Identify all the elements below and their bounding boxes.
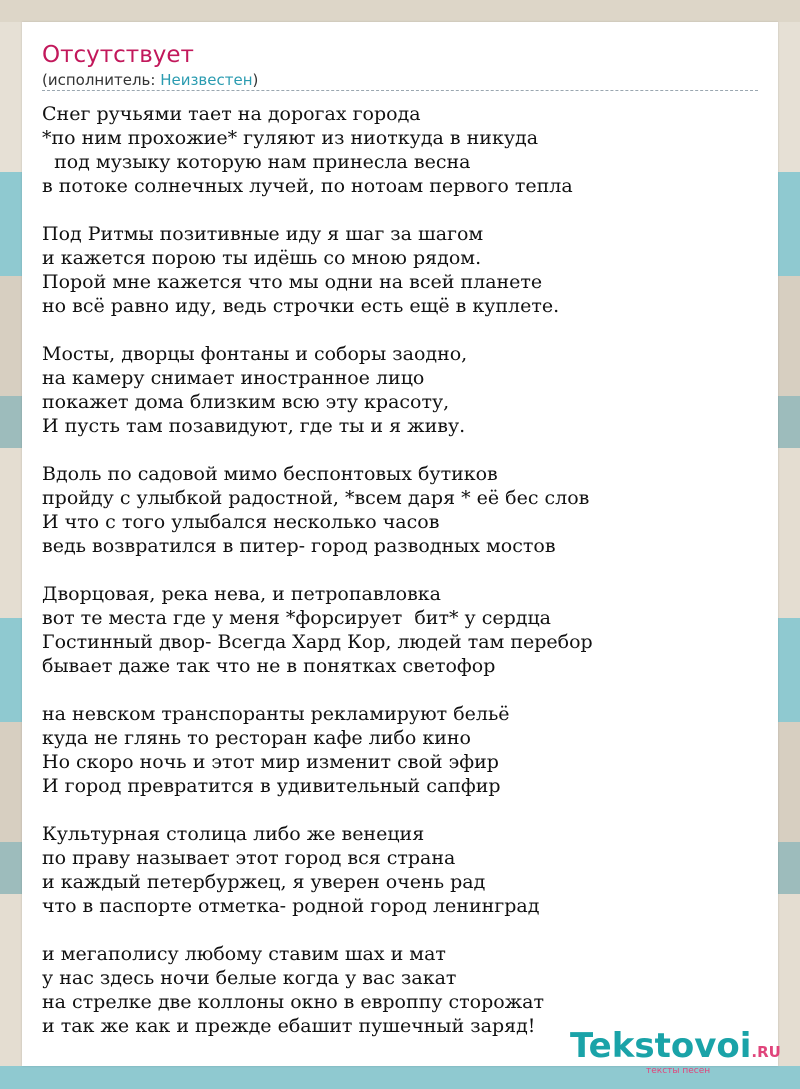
lyrics-line: и так же как и прежде ебашит пушечный заряд! [42, 1015, 536, 1037]
performer-prefix: (исполнитель: [42, 71, 161, 89]
lyrics-stanza [42, 102, 762, 198]
lyrics-stanza [42, 822, 762, 918]
lyrics-line: в потоке солнечных лучей, по нотоам первого тепла [42, 175, 573, 197]
lyrics-stanza [42, 222, 762, 318]
lyrics-line: бывает даже так что не в понятках светофор [42, 655, 496, 677]
lyrics-line: пройду с улыбкой радостной, *всем даря * её бес слов [42, 487, 590, 509]
lyrics-line: на камеру снимает иностранное лицо [42, 367, 425, 389]
lyrics-card [22, 22, 781, 1076]
song-title: Отсутствует [42, 42, 194, 68]
performer-link[interactable]: Неизвестен [160, 71, 253, 89]
lyrics-line: Культурная столица либо же венеция [42, 823, 425, 845]
lyrics-line: на стрелке две коллоны окно в европпу сторожат [42, 991, 545, 1013]
lyrics-line: под музыку которую нам принесла весна [42, 151, 471, 173]
lyrics-line: что в паспорте отметка- родной город ленинград [42, 895, 540, 917]
performer-suffix: ) [252, 71, 259, 89]
lyrics-line: Порой мне кажется что мы одни на всей планете [42, 271, 543, 293]
lyrics-stanza [42, 342, 762, 438]
lyrics-line: Снег ручьями тает на дорогах города [42, 103, 421, 125]
lyrics-line: по праву называет этот город вся страна [42, 847, 456, 869]
lyrics-stanza [42, 582, 762, 678]
lyrics-line: куда не глянь то ресторан кафе либо кино [42, 727, 471, 749]
title-divider [42, 90, 758, 91]
lyrics-line: и каждый петербуржец, я уверен очень рад [42, 871, 486, 893]
site-logo[interactable] [570, 1026, 781, 1076]
lyrics-line: Дворцовая, река нева, и петропавловка [42, 583, 441, 605]
lyrics-stanza [42, 942, 762, 1038]
logo-tagline: тексты песен [646, 1066, 711, 1076]
lyrics-line: вот те места где у меня *форсирует бит* у сердца [42, 607, 552, 629]
lyrics-line: Но скоро ночь и этот мир изменит свой эфир [42, 751, 499, 773]
lyrics-line: но всё равно иду, ведь строчки есть ещё в куплете. [42, 295, 560, 317]
lyrics-line: Вдоль по садовой мимо беспонтовых бутиков [42, 463, 498, 485]
logo-wordmark: Tekstovoi [570, 1026, 752, 1066]
lyrics-line: И город превратится в удивительный сапфир [42, 775, 501, 797]
lyrics-line: у нас здесь ночи белые когда у вас закат [42, 967, 457, 989]
lyrics-line: И пусть там позавидуют, где ты и я живу. [42, 415, 466, 437]
lyrics-line: И что с того улыбался несколько часов [42, 511, 440, 533]
lyrics-line: покажет дома близким всю эту красоту, [42, 391, 450, 413]
lyrics-line: ведь возвратился в питер- город разводных мостов [42, 535, 556, 557]
lyrics-stanza [42, 702, 762, 798]
lyrics-line: и мегаполису любому ставим шах и мат [42, 943, 446, 965]
logo-tld: .RU [751, 1043, 781, 1061]
lyrics-stanza [42, 462, 762, 558]
lyrics-line: Под Ритмы позитивные иду я шаг за шагом [42, 223, 484, 245]
lyrics-line: Мосты, дворцы фонтаны и соборы заодно, [42, 343, 468, 365]
lyrics-line: Гостинный двор- Всегда Хард Кор, людей там перебор [42, 631, 593, 653]
lyrics-line: на невском транспоранты рекламируют бельё [42, 703, 510, 725]
lyrics-text [42, 102, 762, 1062]
lyrics-line: *по ним прохожие* гуляют из ниоткуда в никуда [42, 127, 539, 149]
lyrics-line: и кажется порою ты идёшь со мною рядом. [42, 247, 482, 269]
performer-line [42, 71, 258, 89]
